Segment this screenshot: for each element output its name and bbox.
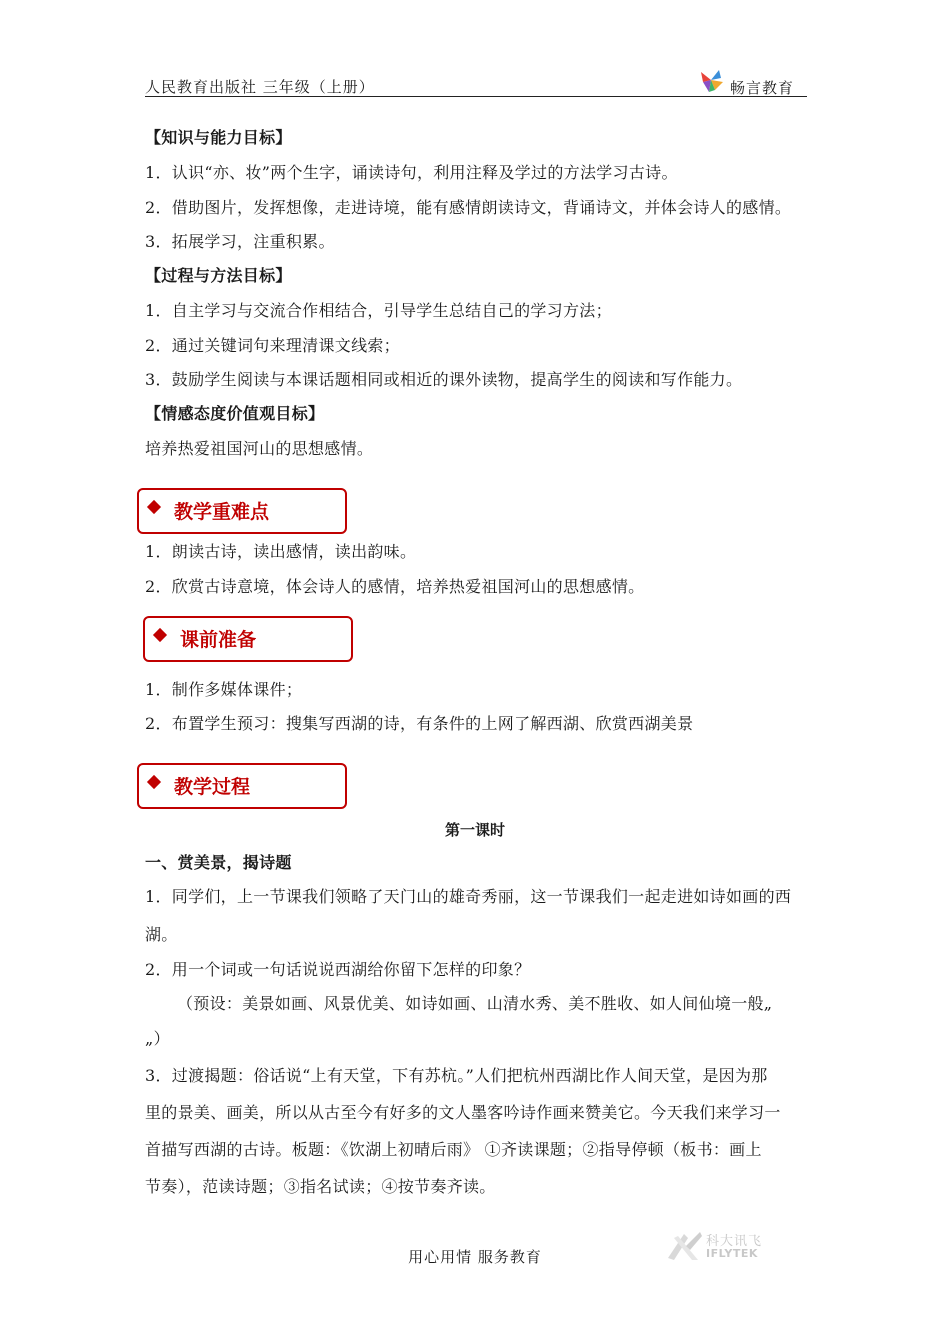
text-line: 3．鼓励学生阅读与本课话题相同或相近的课外读物，提高学生的阅读和写作能力。 [145,370,743,389]
text-line: 2．欣赏古诗意境，体会诗人的感情，培养热爱祖国河山的思想感情。 [145,577,645,596]
diamond-icon [147,775,161,789]
step-heading: 一、赏美景，揭诗题 [145,853,292,872]
changyan-logo-icon [697,68,727,94]
section-preparation [143,616,353,662]
iflytek-logo [664,1228,774,1264]
lesson-title: 第一课时 [444,821,505,839]
text-line: 1．同学们，上一节课我们领略了天门山的雄奇秀丽，这一节课我们一起走进如诗如画的西 [145,887,792,906]
text-line: 2．借助图片，发挥想像，走进诗境，能有感情朗读诗文，背诵诗文，并体会诗人的感情。 [145,198,792,217]
text-line: 1．自主学习与交流合作相结合，引导学生总结自己的学习方法； [145,301,612,320]
section-title: 教学过程 [174,776,251,798]
text-line: 3．过渡揭题：俗话说“上有天堂，下有苏杭。”人们把杭州西湖比作人间天堂，是因为那 [145,1066,768,1085]
objective-heading-process: 【过程与方法目标】 [145,266,292,285]
text-line: 1．制作多媒体课件； [145,680,303,699]
text-line: 1．朗读古诗，读出感情，读出韵味。 [145,542,417,561]
header-brand: 畅言教育 [730,79,795,97]
text-line: 首描写西湖的古诗。板题：《饮湖上初晴后雨》 ①齐读课题；②指导停顿（板书：画上 [145,1140,762,1159]
iflytek-mark-icon [664,1228,704,1264]
text-line: （预设：美景如画、风景优美、如诗如画、山清水秀、美不胜收、如人间仙境一般„ [177,994,773,1013]
header-divider [145,96,807,97]
text-line: 培养热爱祖国河山的思想感情。 [145,439,374,458]
diamond-icon [147,500,161,514]
objective-heading-emotion: 【情感态度价值观目标】 [145,404,325,423]
header-publisher: 人民教育出版社 三年级（上册） [145,78,375,96]
section-title: 课前准备 [180,629,257,651]
text-line: 湖。 [145,925,178,944]
iflytek-brand-cn: 科大讯飞 [706,1234,763,1249]
iflytek-brand-en: IFLYTEK [706,1247,758,1260]
section-title: 教学重难点 [174,501,270,523]
text-line: 2．布置学生预习：搜集写西湖的诗，有条件的上网了解西湖、欣赏西湖美景 [145,714,694,733]
footer-slogan: 用心用情 服务教育 [408,1248,542,1266]
objective-heading-knowledge: 【知识与能力目标】 [145,128,292,147]
text-line: 2．通过关键词句来理清课文线索； [145,336,400,355]
text-line: „） [145,1029,170,1048]
text-line: 里的景美、画美，所以从古至今有好多的文人墨客吟诗作画来赞美它。今天我们来学习一 [145,1103,781,1122]
text-line: 3．拓展学习，注重积累。 [145,232,335,251]
text-line: 2．用一个词或一句话说说西湖给你留下怎样的印象？ [145,960,531,979]
section-process [137,763,347,809]
section-key-points [137,488,347,534]
text-line: 节奏），范读诗题；③指名试读；④按节奏齐读。 [145,1177,496,1196]
text-line: 1．认识“亦、妆”两个生字，诵读诗句，利用注释及学过的方法学习古诗。 [145,163,678,182]
diamond-icon [153,628,167,642]
